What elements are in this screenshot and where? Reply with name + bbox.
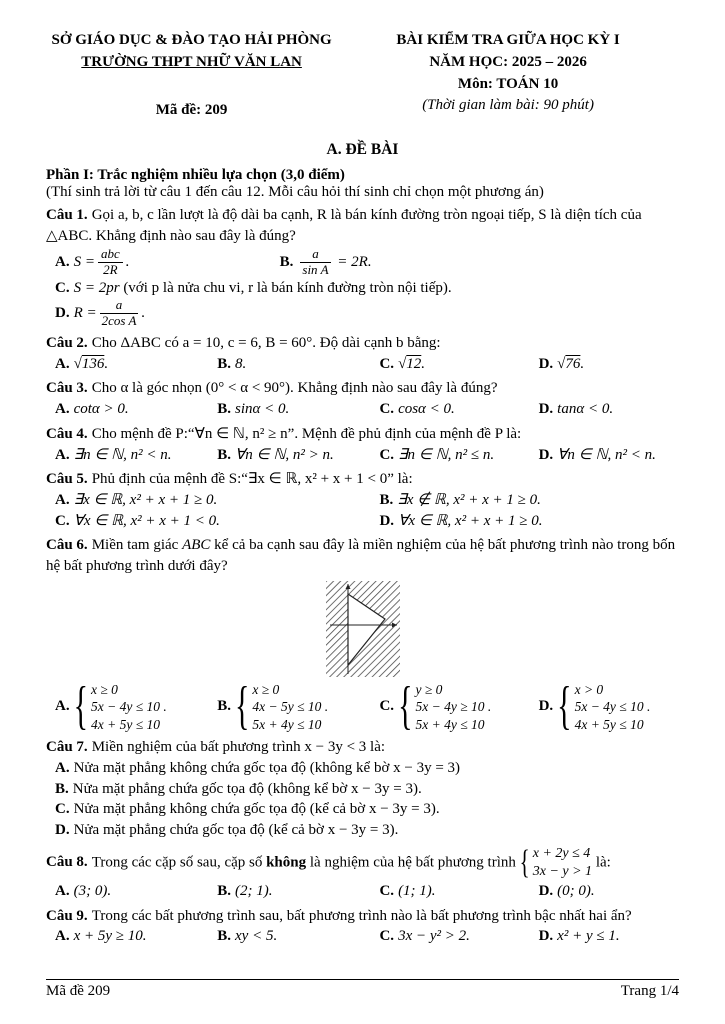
- option-label: B.: [217, 401, 231, 418]
- option-text: ∃x ∈ ℝ, x² + x + 1 ≥ 0.: [73, 491, 218, 508]
- denominator: sin A: [302, 261, 329, 277]
- question-text: kể cả ba cạnh sau đây là miền nghiệm của hệ bất phương trình nào trong bốn hệ bất phương trình dưới đây?: [46, 537, 676, 574]
- system-line: 5x − 4y ≤ 10 .: [574, 699, 651, 715]
- system-line: x > 0: [574, 681, 604, 697]
- option-text: [398, 356, 425, 372]
- option-label: B.: [55, 780, 69, 797]
- period: .: [580, 355, 585, 372]
- option-label: A.: [55, 491, 70, 508]
- left-brace: {: [557, 677, 572, 735]
- system-line: x ≥ 0: [91, 681, 118, 697]
- option-d: [539, 881, 679, 902]
- exam-code: Mã đề: 209: [155, 101, 228, 118]
- option-c: [379, 881, 538, 902]
- option-b: [379, 490, 679, 511]
- question-text: Trong các cặp số sau, cặp số: [91, 854, 263, 871]
- question-text: Gọi a, b, c lần lượt là độ dài ba cạnh, R là bán kính đường tròn ngoại tiếp, S là diện tích của △ABC. Khẳng định nào sau đây là đúng?: [46, 207, 642, 244]
- question-8: [46, 842, 679, 902]
- question-stem: [46, 469, 679, 490]
- radicand: 136: [81, 355, 105, 372]
- option-text: ∀n ∈ ℕ, n² < n.: [557, 446, 656, 463]
- option-a: [55, 677, 217, 735]
- school-name: TRƯỜNG THPT NHỮ VĂN LAN: [81, 53, 302, 70]
- option-label: C.: [379, 883, 395, 900]
- question-9: [46, 906, 679, 947]
- option-label: D.: [538, 401, 554, 418]
- option-c: [379, 354, 538, 375]
- page-footer: [46, 979, 679, 1000]
- system-line: x + 2y ≤ 4: [532, 845, 591, 861]
- system-line: 4x + 5y ≤ 10: [91, 716, 161, 732]
- inequality-system: [235, 677, 329, 735]
- question-text: là:: [595, 854, 611, 871]
- page-header: [46, 30, 679, 121]
- system-line: 5x + 4y ≤ 10: [415, 716, 485, 732]
- fraction: [300, 247, 330, 278]
- footer-exam-code: Mã đề 209: [46, 983, 111, 999]
- question-5: [46, 469, 679, 531]
- option-c: [379, 926, 538, 947]
- option-text: ∀n ∈ ℕ, n² > n.: [235, 446, 334, 463]
- option-b: [217, 677, 379, 735]
- option-d: [538, 677, 679, 735]
- option-label: B.: [217, 883, 231, 900]
- options-row: [46, 926, 679, 947]
- options-row: [46, 298, 679, 329]
- question-text: Cho α là góc nhọn (0° < α < 90°). Khẳng định nào sau đây là đúng?: [91, 380, 498, 397]
- system-line: 4x + 5y ≤ 10: [574, 716, 644, 732]
- options-row: [46, 881, 679, 902]
- department-name: SỞ GIÁO DỤC & ĐÀO TẠO HẢI PHÒNG: [51, 32, 332, 48]
- option-text: (3; 0).: [73, 883, 112, 900]
- question-stem: [46, 535, 679, 576]
- option-text: (0; 0).: [557, 883, 595, 900]
- left-brace: {: [73, 677, 88, 735]
- option-c: [379, 445, 538, 466]
- option-d: [55, 298, 679, 329]
- option-c: [379, 399, 538, 420]
- option-b: [217, 399, 379, 420]
- option-d: [539, 354, 679, 375]
- system-line: 5x + 4y ≤ 10: [252, 716, 322, 732]
- triangle-name: ABC: [182, 537, 211, 554]
- option-label: A.: [55, 759, 70, 776]
- inequality-system: [519, 842, 593, 882]
- option-label: C.: [379, 698, 395, 715]
- radicand: 12: [406, 355, 422, 372]
- figure-row: [46, 581, 679, 677]
- duration: (Thời gian làm bài: 90 phút): [422, 97, 594, 114]
- section-a-title: A. ĐỀ BÀI: [326, 141, 399, 159]
- option-b: [280, 247, 679, 278]
- option-a: [55, 354, 217, 375]
- subject: Môn: TOÁN 10: [457, 75, 559, 92]
- option-d: [539, 445, 679, 466]
- option-text: ∀x ∈ ℝ, x² + x + 1 ≥ 0.: [398, 512, 543, 529]
- numerator: abc: [98, 247, 123, 263]
- options-row: [46, 354, 679, 375]
- option-text: x² + y ≤ 1.: [557, 928, 620, 945]
- question-number: Câu 3.: [46, 380, 88, 397]
- option-c: [379, 677, 538, 735]
- part1-note: (Thí sinh trả lời từ câu 1 đến câu 12. Mỗi câu hỏi thí sinh chỉ chọn một phương án): [46, 184, 544, 201]
- option-text: x + 5y ≥ 10.: [73, 928, 147, 945]
- options-row: [46, 445, 679, 466]
- option-text: ∃x ∉ ℝ, x² + x + 1 ≥ 0.: [397, 491, 541, 508]
- question-3: [46, 378, 679, 419]
- option-label: C.: [379, 401, 395, 418]
- question-number: Câu 7.: [46, 739, 88, 756]
- option-label: C.: [55, 512, 70, 529]
- option-label: C.: [379, 446, 395, 463]
- question-stem: [46, 424, 679, 445]
- option-label: C.: [379, 928, 395, 945]
- option-label: B.: [279, 253, 294, 270]
- options-row: [46, 278, 679, 299]
- option-text: 8.: [235, 355, 247, 372]
- inequality-system: [557, 677, 651, 735]
- question-number: Câu 6.: [46, 537, 88, 554]
- option-label: D.: [55, 822, 70, 839]
- option-text: Nửa mặt phẳng chứa gốc tọa độ (kể cả bờ x − 3y = 3).: [73, 822, 399, 839]
- question-6: [46, 535, 679, 733]
- option-c: [55, 799, 679, 820]
- option-b: [217, 881, 379, 902]
- option-label: C.: [379, 355, 395, 372]
- option-label: D.: [538, 698, 554, 715]
- system-line: x ≥ 0: [252, 681, 280, 697]
- option-label: A.: [55, 928, 70, 945]
- system-line: 3x − y > 1: [532, 863, 593, 879]
- option-label: B.: [379, 491, 394, 508]
- question-stem: [46, 842, 679, 882]
- option-label: D.: [538, 883, 554, 900]
- question-number: Câu 4.: [46, 425, 88, 442]
- option-a: [55, 247, 280, 278]
- triangle-region-figure: [326, 581, 400, 677]
- question-stem: [46, 205, 679, 246]
- option-a: [55, 881, 217, 902]
- footer-page-number: Trang 1/4: [620, 983, 679, 999]
- fraction: [98, 247, 123, 278]
- option-text: .: [125, 253, 130, 270]
- period: .: [104, 355, 109, 372]
- emphasized-word: không: [266, 854, 307, 871]
- option-label: D.: [538, 446, 554, 463]
- option-label: D.: [538, 928, 554, 945]
- option-a: [55, 490, 379, 511]
- left-brace: {: [235, 677, 250, 735]
- question-7: [46, 737, 679, 840]
- options-row: [46, 247, 679, 278]
- option-d: [539, 399, 679, 420]
- radical-sign: √: [557, 355, 566, 372]
- system-line: 4x − 5y ≤ 10 .: [252, 699, 329, 715]
- option-label: A.: [55, 883, 70, 900]
- option-b: [217, 354, 379, 375]
- option-text: 3x − y² > 2.: [398, 928, 470, 945]
- left-brace: {: [398, 677, 413, 735]
- option-d: [55, 820, 679, 841]
- option-text: xy < 5.: [235, 928, 278, 945]
- option-c: [55, 511, 379, 532]
- radicand: 76: [565, 355, 581, 372]
- options-row: [46, 490, 679, 511]
- question-text: Miền nghiệm của bất phương trình x − 3y < 3 là:: [91, 739, 386, 756]
- question-4: [46, 424, 679, 465]
- option-text: (với p là nửa chu vi, r là bán kính đường tròn nội tiếp).: [123, 279, 452, 296]
- question-stem: [46, 378, 679, 399]
- exam-title: BÀI KIỂM TRA GIỮA HỌC KỲ I: [396, 32, 620, 48]
- option-label: A.: [55, 698, 70, 715]
- option-text: cosα < 0.: [398, 401, 455, 418]
- question-text: Phủ định của mệnh đề S:“∃x ∈ ℝ, x² + x + 1 < 0” là:: [91, 471, 413, 488]
- radical-sign: √: [398, 355, 407, 372]
- option-d: [539, 926, 679, 947]
- option-text: [557, 356, 584, 372]
- option-b: [217, 445, 379, 466]
- numerator: a: [100, 298, 139, 314]
- options-row: [46, 677, 679, 735]
- question-text: Miền tam giác: [91, 537, 179, 554]
- denominator: 2R: [103, 261, 118, 277]
- option-label: B.: [217, 698, 231, 715]
- question-number: Câu 8.: [46, 854, 88, 871]
- option-label: D.: [538, 355, 554, 372]
- option-text: cotα > 0.: [73, 401, 129, 418]
- option-text: Nửa mặt phẳng không chứa gốc tọa độ (không kể bờ x − 3y = 3): [73, 759, 461, 776]
- option-a: [55, 926, 217, 947]
- option-a: [55, 399, 217, 420]
- option-label: A.: [55, 355, 70, 372]
- option-math: S = 2pr: [73, 279, 120, 296]
- option-text: tanα < 0.: [557, 401, 614, 418]
- part1-title: Phần I: Trắc nghiệm nhiều lựa chọn (3,0 điểm): [46, 167, 345, 184]
- options-row: [46, 399, 679, 420]
- option-label: A.: [55, 446, 70, 463]
- system-line: y ≥ 0: [415, 681, 443, 697]
- option-label: A.: [55, 401, 70, 418]
- system-line: 5x − 4y ≤ 10 .: [91, 699, 167, 715]
- option-text: R =: [73, 305, 97, 322]
- option-label: D.: [379, 512, 395, 529]
- option-label: B.: [217, 355, 231, 372]
- question-number: Câu 5.: [46, 471, 88, 488]
- option-text: [74, 356, 108, 372]
- option-label: A.: [55, 253, 70, 270]
- radical-sign: √: [73, 355, 82, 372]
- option-text: Nửa mặt phẳng không chứa gốc tọa độ (kể cả bờ x − 3y = 3).: [73, 801, 440, 818]
- option-text: ∀x ∈ ℝ, x² + x + 1 < 0.: [73, 512, 220, 529]
- option-text: Nửa mặt phẳng chứa gốc tọa độ (không kể bờ x − 3y = 3).: [72, 780, 422, 797]
- numerator: a: [300, 247, 330, 263]
- option-label: C.: [55, 801, 70, 818]
- option-a: [55, 758, 679, 779]
- option-text: sinα < 0.: [235, 401, 290, 418]
- option-a: [55, 445, 217, 466]
- option-text: = 2R.: [337, 253, 372, 270]
- question-text: Cho ΔABC có a = 10, c = 6, B = 60°. Độ dài cạnh b bằng:: [91, 335, 441, 352]
- question-number: Câu 1.: [46, 207, 88, 224]
- option-label: B.: [217, 446, 231, 463]
- option-b: [217, 926, 379, 947]
- option-c: [55, 278, 679, 299]
- inequality-system: [73, 677, 167, 735]
- question-text: Trong các bất phương trình sau, bất phương trình nào là bất phương trình bậc nhất hai ẩn?: [91, 907, 632, 924]
- question-text: là nghiệm của hệ bất phương trình: [309, 854, 516, 871]
- question-stem: [46, 906, 679, 927]
- question-1: [46, 205, 679, 329]
- period: .: [421, 355, 426, 372]
- options-row: [46, 758, 679, 841]
- options-row: [46, 511, 679, 532]
- option-text: .: [141, 305, 146, 322]
- header-right-block: [337, 30, 679, 121]
- question-number: Câu 2.: [46, 335, 88, 352]
- header-left-block: [46, 30, 337, 121]
- option-label: D.: [55, 305, 70, 322]
- question-stem: [46, 333, 679, 354]
- question-text: Cho mệnh đề P:“∀n ∈ ℕ, n² ≥ n”. Mệnh đề phủ định của mệnh đề P là:: [91, 425, 522, 442]
- option-b: [55, 779, 679, 800]
- option-text: ∃n ∈ ℕ, n² ≤ n.: [398, 446, 495, 463]
- school-year: NĂM HỌC: 2025 – 2026: [429, 53, 587, 70]
- question-stem: [46, 737, 679, 758]
- denominator: 2cos A: [101, 313, 137, 329]
- question-2: [46, 333, 679, 374]
- left-brace: {: [519, 842, 530, 882]
- fraction: [100, 298, 139, 329]
- option-text: (2; 1).: [235, 883, 273, 900]
- option-d: [379, 511, 679, 532]
- inequality-system: [398, 677, 492, 735]
- question-number: Câu 9.: [46, 907, 88, 924]
- option-text: S =: [73, 253, 95, 270]
- option-label: C.: [55, 279, 70, 296]
- system-line: 5x − 4y ≥ 10 .: [415, 699, 492, 715]
- option-label: B.: [217, 928, 231, 945]
- option-text: (1; 1).: [398, 883, 436, 900]
- option-text: ∃n ∈ ℕ, n² < n.: [73, 446, 172, 463]
